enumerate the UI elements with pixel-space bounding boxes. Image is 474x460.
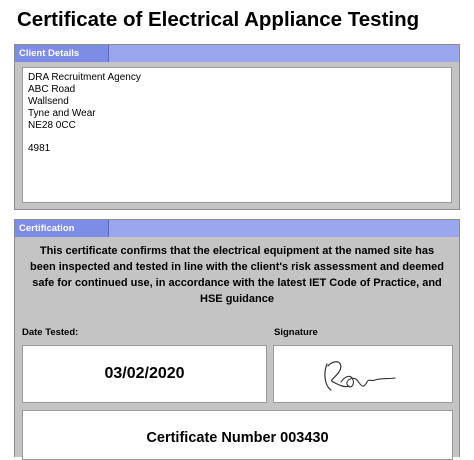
signature-image: [319, 352, 409, 396]
header-bar: [109, 220, 459, 237]
certification-header-label: Certification: [15, 220, 109, 237]
client-address-box: [22, 67, 452, 203]
date-tested-label: Date Tested:: [22, 327, 79, 338]
page-title: Certificate of Electrical Appliance Testing: [17, 8, 420, 31]
client-address: [28, 72, 141, 155]
certification-statement: This certificate confirms that the electrical equipment at the named site has been inspected and tested in line with the client's risk assessment and deemed safe for continued use, in accordance with the latest IET Code of Practice, and HSE guidance: [29, 245, 445, 305]
certificate-number-box: [22, 410, 453, 460]
signature-label: Signature: [274, 327, 318, 338]
address-line-street: ABC Road: [28, 84, 76, 95]
certification-header: [15, 220, 459, 237]
certification-panel: [14, 219, 460, 457]
client-details-panel: [14, 44, 460, 210]
address-line-postcode: NE28 0CC: [28, 120, 76, 131]
client-details-header: [15, 45, 459, 62]
client-reference: 4981: [28, 143, 51, 154]
signature-box: [273, 345, 453, 403]
address-line-company: DRA Recruitment Agency: [28, 72, 141, 83]
client-details-header-label: Client Details: [15, 45, 109, 62]
certificate-number: Certificate Number 003430: [146, 430, 329, 446]
address-line-town: Wallsend: [28, 96, 69, 107]
header-bar: [109, 45, 459, 62]
date-tested-value: 03/02/2020: [22, 345, 267, 403]
address-line-county: Tyne and Wear: [28, 108, 96, 119]
